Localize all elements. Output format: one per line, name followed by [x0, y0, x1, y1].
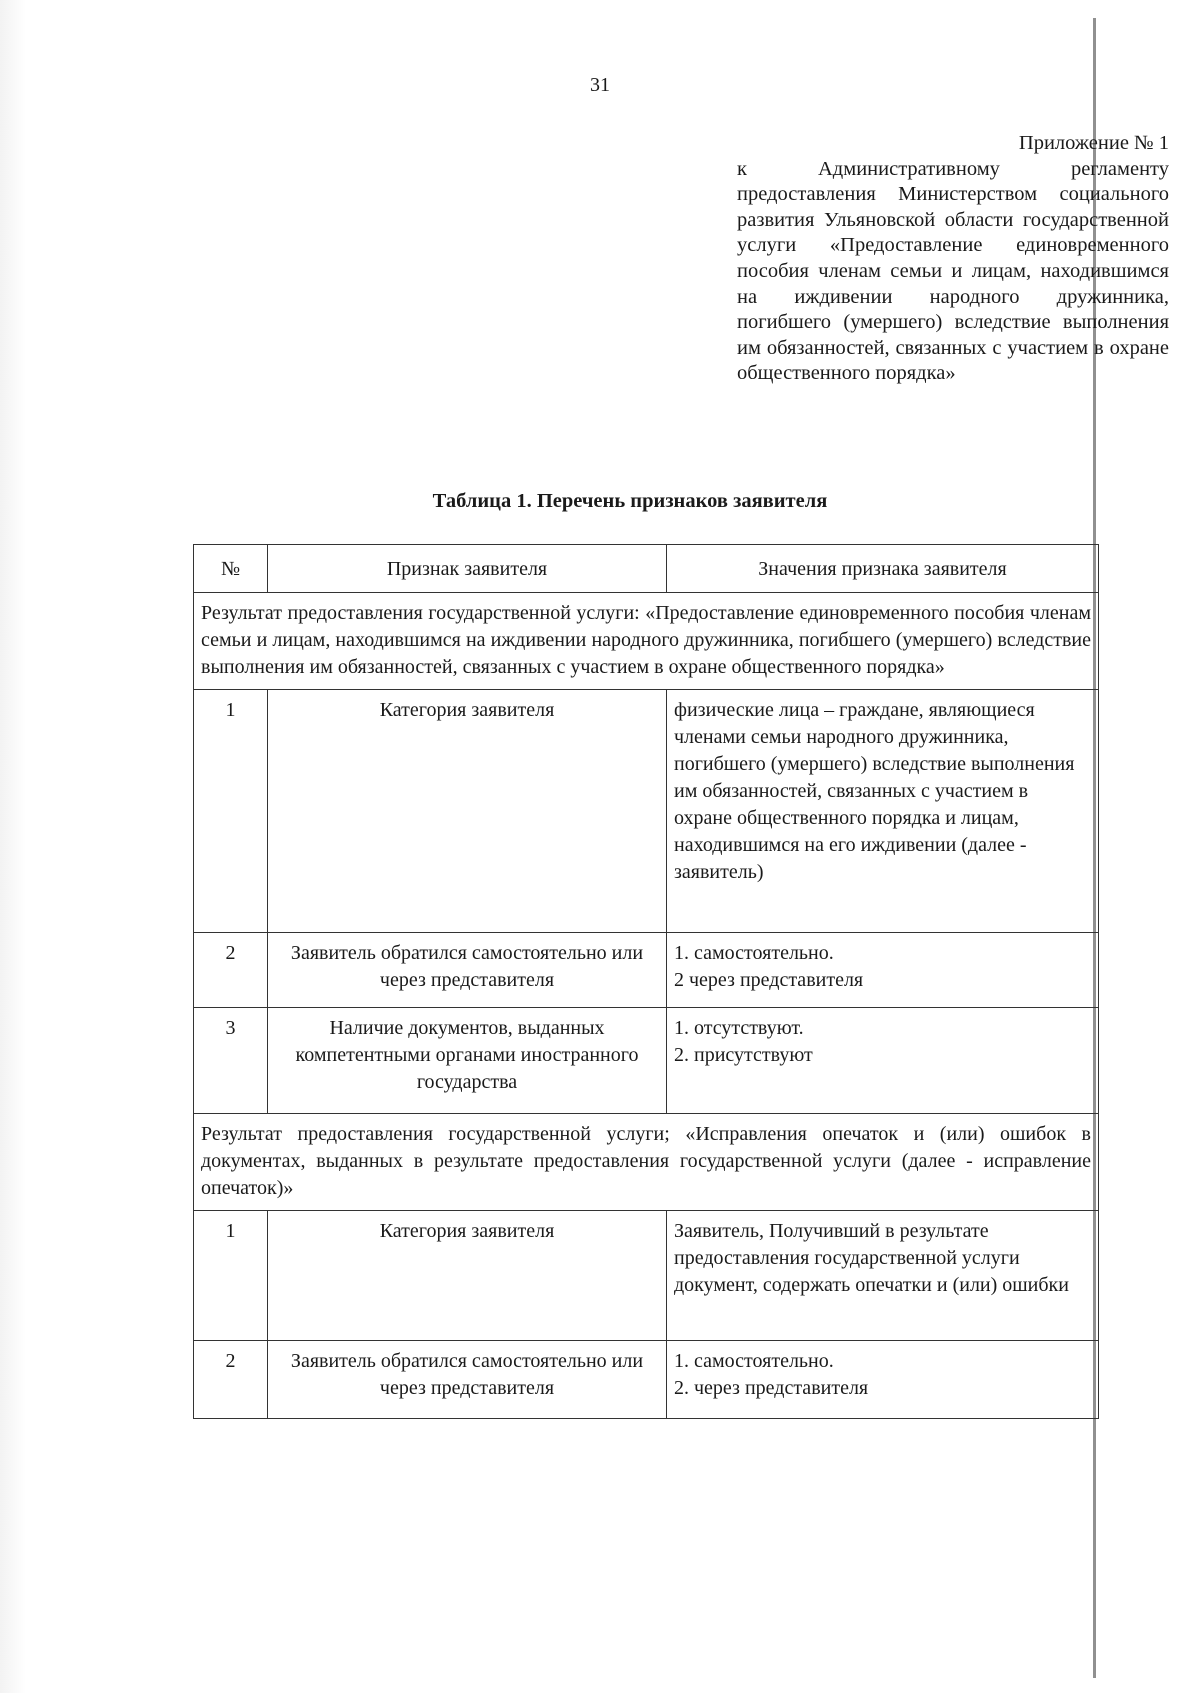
row-value: Заявитель, Получивший в результате предоставления государственной услуги документ, содержать опечатки и (или) ошибки — [667, 1211, 1099, 1341]
applicant-attributes-table — [193, 544, 1099, 1419]
appendix-text: к Административному регламенту предоставления Министерством социального развития Ульяновской области государственной услуги «Предоставление единовременного пособия членам семьи и лицам, находившимся на иждивении народного дружинника, погибшего (умершего) вследствие выполнения им обязанностей, связанных с участием в охране общественного порядка» — [737, 157, 1169, 385]
appendix-block — [737, 131, 1169, 387]
table-row — [194, 1341, 1099, 1419]
section-correction-title: Результат предоставления государственной услуги; «Исправления опечаток и (или) ошибок в документах, выданных в результате предоставления государственной услуги (далее - исправление опечаток)» — [194, 1114, 1099, 1211]
row-number: 3 — [194, 1008, 268, 1114]
table-row — [194, 1211, 1099, 1341]
page-number: 31 — [590, 74, 610, 96]
row-number: 2 — [194, 1341, 268, 1419]
row-number: 1 — [194, 1211, 268, 1341]
table-row — [194, 690, 1099, 933]
section-correction-row — [194, 1114, 1099, 1211]
section-result-row — [194, 593, 1099, 690]
table-row — [194, 1008, 1099, 1114]
row-attribute: Наличие документов, выданных компетентными органами иностранного государства — [268, 1008, 667, 1114]
row-number: 1 — [194, 690, 268, 933]
row-value: 1. отсутствуют. 2. присутствуют — [667, 1008, 1099, 1114]
section-result-title: Результат предоставления государственной услуги: «Предоставление единовременного пособия членам семьи и лицам, находившимся на иждивении народного дружинника, погибшего (умершего) вследствие выполнения им обязанностей, связанных с участием в охране общественного порядка» — [194, 593, 1099, 690]
row-number: 2 — [194, 933, 268, 1008]
appendix-number: Приложение № 1 — [1018, 132, 1169, 154]
table-title: Таблица 1. Перечень признаков заявителя — [432, 490, 828, 512]
table-row — [194, 933, 1099, 1008]
header-number: № — [194, 545, 268, 593]
row-attribute: Заявитель обратился самостоятельно или через представителя — [268, 933, 667, 1008]
row-value: 1. самостоятельно. 2 через представителя — [667, 933, 1099, 1008]
row-attribute: Заявитель обратился самостоятельно или через представителя — [268, 1341, 667, 1419]
row-attribute: Категория заявителя — [268, 690, 667, 933]
header-value: Значения признака заявителя — [667, 545, 1099, 593]
table-header-row — [194, 545, 1099, 593]
row-value: физические лица – граждане, являющиеся членами семьи народного дружинника, погибшего (умершего) вследствие выполнения им обязанностей, связанных с участием в охране общественного порядка и лицам, находившимся на его иждивении (далее - заявитель) — [667, 690, 1099, 933]
row-value: 1. самостоятельно. 2. через представителя — [667, 1341, 1099, 1419]
row-attribute: Категория заявителя — [268, 1211, 667, 1341]
header-attribute: Признак заявителя — [268, 545, 667, 593]
scan-edge-shading — [0, 0, 26, 1693]
